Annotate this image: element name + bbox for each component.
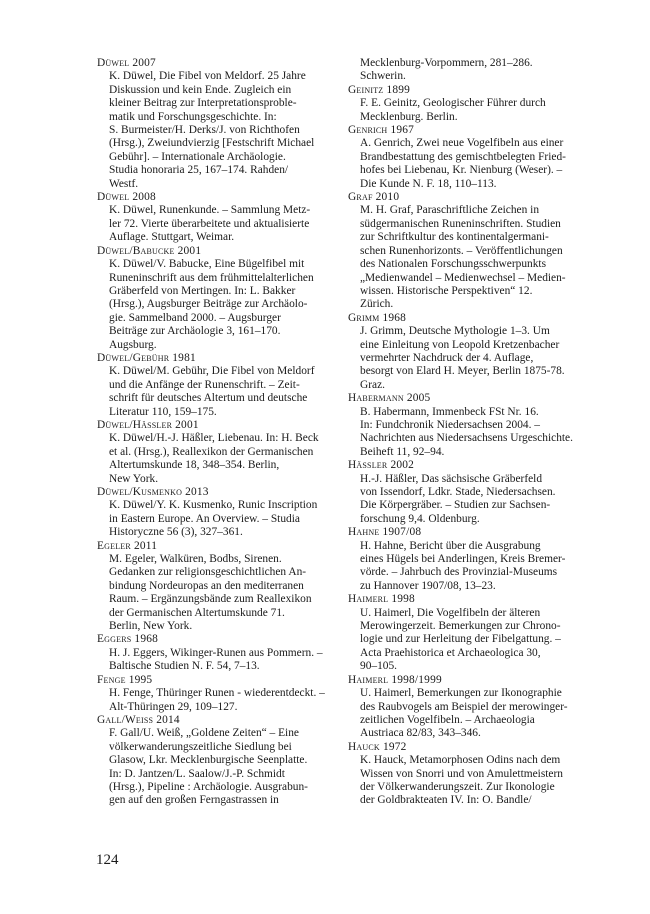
entry-citation-key: Hauck 1972: [348, 740, 407, 753]
bibliography-entry: [348, 526, 608, 593]
entry-text-line: Studia honoraria 25, 167–174. Rahden/: [109, 164, 289, 177]
entry-text-line: schen Runenhorizonts. – Veröffentlichungen: [360, 244, 563, 257]
entry-text-line: Die Körpergräber. – Studien zur Sachsen-: [360, 499, 551, 512]
entry-text-line: Beiträge zur Archäologie 3, 161–170.: [109, 325, 281, 338]
entry-text-line: gie. Sammelband 2000. – Augsburger: [109, 311, 281, 324]
entry-text-line: zu Hannover 1907/08, 13–23.: [360, 579, 496, 592]
entry-citation-key: Habermann 2005: [348, 392, 431, 405]
entry-text-line: U. Haimerl, Die Vogelfibeln der älteren: [360, 606, 541, 619]
entry-text-line: kleiner Beitrag zur Interpretationsproble-: [109, 97, 297, 110]
entry-text-line: H. Fenge, Thüringer Runen - wiederentdeckt. –: [109, 687, 325, 700]
entry-text-line: (Hrsg.), Zweiundvierzig [Festschrift Michael: [109, 137, 315, 150]
entry-citation-key: Düwel 2008: [97, 191, 156, 204]
entry-text-line: der Völkerwanderungszeit. Zur Ikonologie: [360, 780, 555, 793]
entry-text-line: eine Einleitung von Leopold Kretzenbacher: [360, 338, 560, 351]
entry-citation-key: Graf 2010: [348, 191, 400, 204]
entry-text-line: ler 72. Vierte überarbeitete und aktualisierte: [109, 217, 310, 230]
bibliography-entry: [97, 714, 357, 808]
bibliography-entry: [348, 57, 608, 84]
entry-text-line: des Nationalen Forschungsschwerpunkts: [360, 258, 547, 271]
entry-text-line: der Germanischen Altertumskunde 71.: [109, 606, 285, 619]
entry-text-line: H. Hahne, Bericht über die Ausgrabung: [360, 539, 541, 552]
entry-text-line: Zürich.: [360, 298, 394, 311]
entry-citation-key: Fenge 1995: [97, 673, 153, 686]
entry-citation-key: Haimerl 1998/1999: [348, 673, 442, 686]
entry-text-line: des Raubvogels am Beispiel der merowinger-: [360, 700, 568, 713]
entry-text-line: Raum. – Ergänzungsbände zum Reallexikon: [109, 593, 312, 606]
entry-text-line: Merowingerzeit. Bemerkungen zur Chrono-: [360, 620, 561, 633]
entry-text-line: Schwerin.: [360, 70, 406, 83]
entry-citation-key: Grimm 1968: [348, 311, 407, 324]
bibliography-entry: [348, 312, 608, 392]
entry-text-line: vörde. – Jahrbuch des Provinzial-Museums: [360, 566, 558, 579]
entry-text-line: Gedanken zur religionsgeschichtlichen An-: [109, 566, 307, 579]
entry-text-line: Glasow, Lkr. Mecklenburgische Seenplatte.: [109, 754, 308, 767]
bibliography-entry: [348, 392, 608, 459]
entry-text-line: völkerwanderungszeitliche Siedlung bei: [109, 740, 292, 753]
entry-text-line: Westf.: [109, 177, 139, 190]
bibliography-entry: [97, 419, 357, 486]
entry-text-line: vermehrter Nachdruck der 4. Auflage,: [360, 351, 534, 364]
entry-text-line: logie und zur Herleitung der Fibelgattung. –: [360, 633, 561, 646]
entry-text-line: zeitlichen Vogelfibeln. – Archaeologia: [360, 713, 535, 726]
entry-text-line: K. Düwel, Die Fibel von Meldorf. 25 Jahre: [109, 70, 306, 83]
entry-text-line: Gräberfeld von Mertingen. In: L. Bakker: [109, 284, 296, 297]
entry-text-line: B. Habermann, Immenbeck FSt Nr. 16.: [360, 405, 539, 418]
bibliography-entry: [348, 593, 608, 673]
entry-text-line: Runeninschrift aus dem frühmittelalterlichen: [109, 271, 314, 284]
bibliography-entry: [97, 191, 357, 245]
entry-text-line: Graz.: [360, 378, 385, 391]
bibliography-entry: [348, 191, 608, 312]
entry-text-line: eines Hügels bei Anderlingen, Kreis Bremer-: [360, 553, 566, 566]
bibliography-entry: [348, 124, 608, 191]
bibliography-entry: [348, 84, 608, 124]
entry-citation-key: Haimerl 1998: [348, 593, 415, 606]
entry-text-line: Historyczne 56 (3), 327–361.: [109, 526, 243, 539]
bibliography-entry: [97, 486, 357, 540]
entry-text-line: und die Anfänge der Runenschrift. – Zeit-: [109, 378, 300, 391]
entry-text-line: et al. (Hrsg.), Reallexikon der Germanischen: [109, 445, 314, 458]
entry-citation-key: Hässler 2002: [348, 459, 415, 472]
bibliography-entry: [97, 352, 357, 419]
entry-text-line: In: Fundchronik Niedersachsen 2004. –: [360, 418, 540, 431]
entry-citation-key: Düwel/Kusmenko 2013: [97, 486, 209, 498]
entry-text-line: Mecklenburg-Vorpommern, 281–286.: [360, 57, 533, 69]
entry-text-line: besorgt von Elard H. Meyer, Berlin 1875-78.: [360, 365, 565, 378]
entry-text-line: Acta Praehistorica et Archaeologica 30,: [360, 646, 541, 659]
entry-citation-key: Hahne 1907/08: [348, 526, 422, 539]
bibliography-entry: [348, 674, 608, 741]
entry-text-line: von Issendorf, Ldkr. Stade, Niedersachsen.: [360, 486, 556, 498]
entry-citation-key: Genrich 1967: [348, 124, 415, 137]
entry-text-line: 90–105.: [360, 660, 398, 673]
entry-text-line: Auflage. Stuttgart, Weimar.: [109, 231, 235, 244]
bibliography-entry: [348, 741, 608, 808]
entry-text-line: K. Düwel/H.-J. Häßler, Liebenau. In: H. Beck: [109, 432, 319, 445]
entry-text-line: A. Genrich, Zwei neue Vogelfibeln aus einer: [360, 137, 564, 150]
entry-text-line: Baltische Studien N. F. 54, 7–13.: [109, 660, 260, 673]
bibliography-entry: [97, 674, 357, 714]
entry-text-line: zur Schriftkultur des kontinentalgermani-: [360, 231, 549, 244]
entry-text-line: Diskussion und kein Ende. Zugleich ein: [109, 83, 292, 96]
entry-text-line: H. J. Eggers, Wikinger-Runen aus Pommern. –: [109, 646, 323, 659]
entry-text-line: hofes bei Liebenau, Kr. Nienburg (Weser). –: [360, 164, 563, 177]
entry-citation-key: Düwel/Gebühr 1981: [97, 351, 196, 364]
entry-text-line: Augsburg.: [109, 338, 157, 351]
entry-text-line: der Goldbrakteaten IV. In: O. Bandle/: [360, 794, 532, 807]
entry-citation-key: Düwel 2007: [97, 57, 156, 69]
entry-text-line: Alt-Thüringen 29, 109–127.: [109, 700, 238, 713]
entry-text-line: südgermanischen Runeninschriften. Studien: [360, 217, 561, 230]
entry-text-line: In: D. Jantzen/L. Saalow/J.-P. Schmidt: [109, 767, 285, 780]
entry-text-line: F. E. Geinitz, Geologischer Führer durch: [360, 97, 546, 110]
entry-text-line: (Hrsg.), Pipeline : Archäologie. Ausgrabun-: [109, 780, 308, 793]
entry-text-line: Wissen von Snorri und von Amulettmeistern: [360, 767, 563, 780]
entry-text-line: F. Gall/U. Weiß, „Goldene Zeiten“ – Eine: [109, 727, 299, 740]
entry-text-line: Literatur 110, 159–175.: [109, 405, 217, 418]
page-number: 124: [96, 852, 119, 868]
entry-text-line: „Medienwandel – Medienwechsel – Medien-: [360, 271, 566, 284]
entry-text-line: schrift für deutsches Altertum und deutsche: [109, 392, 308, 405]
entry-citation-key: Gall/Weiss 2014: [97, 713, 180, 726]
bibliography-entry: [97, 245, 357, 352]
entry-text-line: Berlin, New York.: [109, 620, 193, 633]
entry-citation-key: Düwel/Babucke 2001: [97, 244, 202, 257]
bibliography-entry: [97, 57, 357, 191]
entry-text-line: Altertumskunde 18, 348–354. Berlin,: [109, 459, 280, 472]
entry-citation-key: Eggers 1968: [97, 633, 159, 646]
entry-text-line: J. Grimm, Deutsche Mythologie 1–3. Um: [360, 325, 550, 338]
entry-text-line: New York.: [109, 472, 159, 485]
entry-text-line: H.-J. Häßler, Das sächsische Gräberfeld: [360, 472, 543, 485]
entry-text-line: wissen. Historische Perspektiven“ 12.: [360, 284, 533, 297]
bibliography-entry: [348, 459, 608, 526]
entry-text-line: Brandbestattung des gemischtbelegten Fried-: [360, 150, 566, 163]
entry-text-line: Beiheft 11, 92–94.: [360, 445, 445, 458]
entry-citation-key: Egeler 2011: [97, 539, 158, 552]
entry-text-line: bindung Nordeuropas an den mediterranen: [109, 579, 304, 592]
entry-text-line: K. Düwel/M. Gebühr, Die Fibel von Meldorf: [109, 365, 315, 378]
entry-text-line: Gebühr]. – Internationale Archäologie.: [109, 150, 286, 163]
entry-text-line: K. Düwel/V. Babucke, Eine Bügelfibel mit: [109, 258, 305, 271]
entry-text-line: gen auf den großen Ferngastrassen in: [109, 794, 279, 807]
entry-text-line: Mecklenburg. Berlin.: [360, 110, 458, 123]
entry-text-line: K. Düwel, Runenkunde. – Sammlung Metz-: [109, 204, 311, 217]
entry-text-line: in Eastern Europe. An Overview. – Studia: [109, 512, 300, 525]
entry-text-line: K. Hauck, Metamorphosen Odins nach dem: [360, 754, 561, 767]
entry-text-line: Nachrichten aus Niedersachsens Urgeschichte.: [360, 432, 573, 445]
entry-text-line: matik und Forschungsgeschichte. In:: [109, 110, 277, 123]
bibliography-entry: [97, 633, 357, 673]
right-column: [348, 57, 608, 808]
entry-text-line: (Hrsg.), Augsburger Beiträge zur Archäolo-: [109, 298, 308, 311]
entry-text-line: K. Düwel/Y. K. Kusmenko, Runic Inscription: [109, 499, 318, 512]
entry-text-line: U. Haimerl, Bemerkungen zur Ikonographie: [360, 687, 562, 700]
entry-text-line: Austriaca 82/83, 343–346.: [360, 727, 481, 740]
entry-text-line: forschung 9,4. Oldenburg.: [360, 512, 480, 525]
entry-text-line: M. H. Graf, Paraschriftliche Zeichen in: [360, 204, 540, 217]
entry-text-line: M. Egeler, Walküren, Bodbs, Sirenen.: [109, 553, 282, 566]
entry-citation-key: Geinitz 1899: [348, 83, 411, 96]
entry-citation-key: Düwel/Hässler 2001: [97, 418, 199, 431]
left-column: [97, 57, 357, 808]
bibliography-entry: [97, 540, 357, 634]
entry-text-line: Die Kunde N. F. 18, 110–113.: [360, 177, 497, 190]
entry-text-line: S. Burmeister/H. Derks/J. von Richthofen: [109, 124, 300, 137]
